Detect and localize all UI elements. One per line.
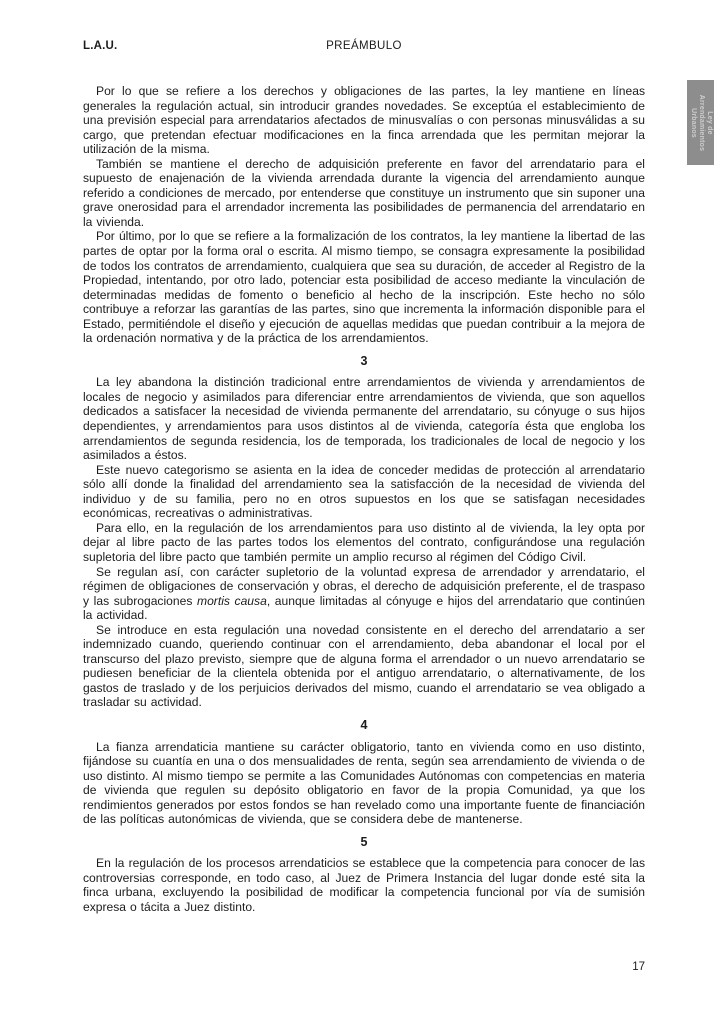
text-run: En la regulación de los procesos arrendaticios se establece que la competencia para conocer de las controversias corresponde, en todo caso, al Juez de Primera Instancia del lugar donde esté sita la finca urbana, excluyendo la posibilidad de modificar la competencia funcional por vía de sumisión expresa o tácita a Juez distinto. [83, 856, 645, 914]
text-run: Se introduce en esta regulación una novedad consistente en el derecho del arrendatario a ser indemnizado cuando, queriendo continuar con el arrendamiento, deba abandonar el local por el transcurso del plazo previsto, siempre que de alguna forma el arrendador o un nuevo arrendatario se pudiesen beneficiar de la clientela obtenida por el antiguo arrendatario, o alternativamente, de los gastos de traslado y de los perjuicios derivados del mismo, cuando el arrendatario se vea obligado a trasladar su actividad. [83, 622, 645, 710]
page-number: 17 [632, 961, 645, 973]
paragraph [83, 229, 645, 345]
text-run: Se regulan así, con carácter supletorio de la voluntad expresa de arrendador y arrendatario, el régimen de obligaciones de conservación y obras, el derecho de adquisición preferente, el de traspaso y las subrogaciones [83, 564, 645, 608]
section-number: 5 [360, 834, 368, 849]
paragraph [83, 740, 645, 827]
section-number: 3 [360, 353, 368, 368]
paragraph [83, 856, 645, 914]
section-number: 4 [360, 717, 368, 732]
paragraph [83, 157, 645, 230]
paragraph [83, 521, 645, 565]
chapter-side-tab-label [689, 80, 713, 165]
text-run: La fianza arrendaticia mantiene su carácter obligatorio, tanto en vivienda como en uso distinto, fijándose su cuantía en una o dos mensualidades de renta, según sea arrendamiento de vivienda o de uso distinto. Al mismo tiempo se permite a las Comunidades Autónomas con competencias en materia de vivienda que regulen su depósito obligatorio en favor de la propia Comunidad, ya que los rendimientos generados por estos fondos se han revelado como una importante fuente de financiación de las políticas autonómicas de vivienda, que se considera debe de mantenerse. [83, 739, 645, 827]
text-run: Por último, por lo que se refiere a la formalización de los contratos, la ley mantiene la libertad de las partes de optar por la forma oral o escrita. Al mismo tiempo, se consagra expresamente la posibilidad de todos los contratos de arrendamiento, cualquiera que sea su duración, de acceder al Registro de la Propiedad, intentando, por otro lado, potenciar esta posibilidad de acceso mediante la vinculación de determinadas medidas de fomento o beneficio al hecho de la inscripción. Este hecho no sólo contribuye a reforzar las garantías de las partes, sino que incrementa la información disponible para el Estado, permitiéndole el diseño y ejecución de aquellas medidas que puedan contribuir a la mejora de la ordenación normativa y de la práctica de los arrendamientos. [83, 229, 645, 346]
side-tab-line: Ley de [705, 110, 713, 135]
chapter-side-tab [687, 80, 714, 165]
text-run: , aunque limitadas al cónyuge e hijos del arrendatario que continúen la actividad. [83, 593, 646, 623]
side-tab-line: Urbanos [689, 107, 697, 138]
paragraph [83, 84, 645, 157]
text-run: También se mantiene el derecho de adquisición preferente en favor del arrendatario para el supuesto de enajenación de la vivienda arrendada durante la vigencia del arrendamiento aunque referido a condiciones de mercado, por entenderse que constituye un instrumento que sin suponer una grave onerosidad para el arrendador incrementa las posibilidades de permanencia del arrendatario en la vivienda. [83, 156, 645, 229]
text-run: Por lo que se refiere a los derechos y obligaciones de las partes, la ley mantiene en líneas generales la regulación actual, sin introducir grandes novedades. Se exceptúa el establecimiento de una previsión especial para arrendatarios afectados de minusvalías o con personas minusválidas a su cargo, que pretendan efectuar modificaciones en la finca arrendada que les permitan mejorar la utilización de la misma. [83, 84, 645, 157]
paragraph [83, 463, 645, 521]
paragraph [83, 623, 645, 710]
text-run: Para ello, en la regulación de los arrendamientos para uso distinto al de vivienda, la ley opta por dejar al libre pacto de las partes todos los elementos del contrato, configurándose una regulación supletoria del libre pacto que también permite un amplio recurso al régimen del Código Civil. [83, 520, 645, 564]
text-run: La ley abandona la distinción tradicional entre arrendamientos de vivienda y arrendamientos de locales de negocio y asimilados para diferenciar entre arrendamientos de vivienda, que son aquellos dedicados a satisfacer la necesidad de vivienda permanente del arrendatario, su cónyuge o sus hijos dependientes, y arrendamientos para usos distintos al de vivienda, categoría ésta que engloba los arrendamientos de segunda residencia, los de temporada, los tradicionales de local de negocio y los asimilados a éstos. [83, 375, 645, 463]
paragraph [83, 375, 645, 462]
italic-text-run: mortis causa [197, 593, 267, 608]
paragraph [83, 565, 645, 623]
header-abbreviation: L.A.U. [83, 40, 118, 52]
header-title: PREÁMBULO [326, 40, 402, 52]
side-tab-line: Arrendamientos [697, 94, 705, 151]
document-body [83, 84, 645, 915]
text-run: Este nuevo categorismo se asienta en la idea de conceder medidas de protección al arrendatario sólo allí donde la finalidad del arrendamiento sea la satisfacción de la necesidad de vivienda del individuo y de su familia, pero no en otros supuestos en los que se satisfagan necesidades económicas, recreativas o administrativas. [83, 462, 645, 521]
